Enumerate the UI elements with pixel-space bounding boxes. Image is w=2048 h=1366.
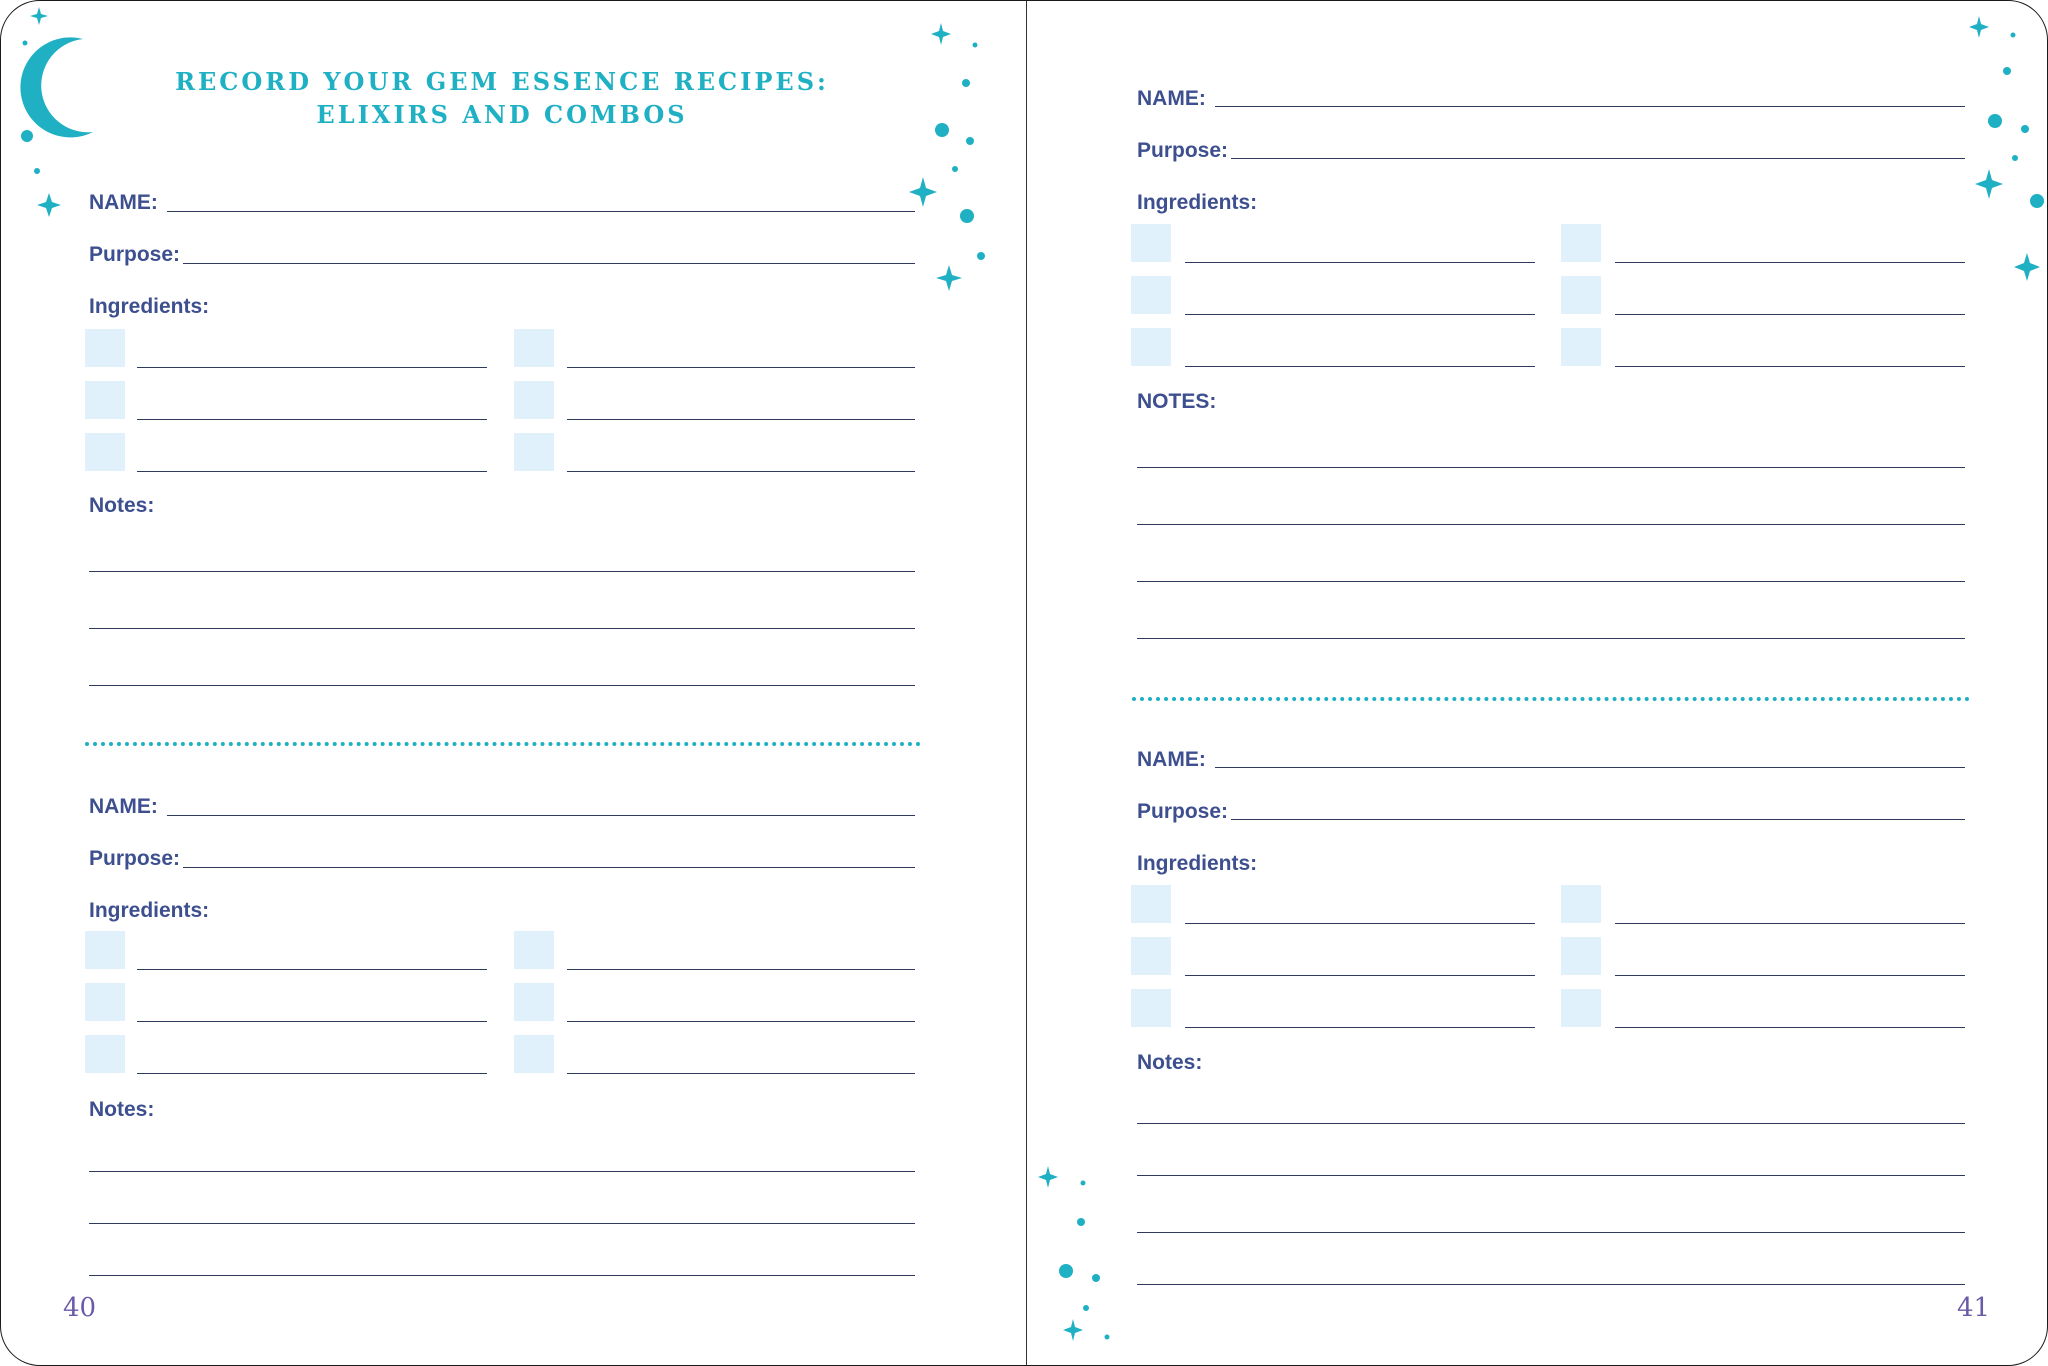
ingredient-write-line[interactable] (137, 1021, 487, 1022)
dot-icon (2003, 67, 2011, 75)
ingredient-checkbox[interactable] (85, 1035, 125, 1073)
ingredient-write-line[interactable] (567, 1073, 915, 1074)
name-label: NAME: (89, 191, 158, 214)
ingredient-write-line[interactable] (567, 419, 915, 420)
purpose-label: Purpose: (89, 243, 181, 266)
ingredients-label: Ingredients: (1137, 191, 1258, 214)
ingredient-write-line[interactable] (137, 367, 487, 368)
ingredient-checkbox[interactable] (85, 381, 125, 419)
sparkle-icon (37, 193, 61, 217)
dot-icon (952, 166, 958, 172)
notes-write-line[interactable] (1137, 467, 1965, 468)
ingredients-label: Ingredients: (89, 899, 210, 922)
dot-icon (2012, 155, 2018, 161)
sparkle-icon (931, 23, 951, 45)
ingredient-write-line[interactable] (137, 969, 487, 970)
ingredient-checkbox[interactable] (1131, 989, 1171, 1027)
ingredient-write-line[interactable] (567, 471, 915, 472)
notes-write-line[interactable] (1137, 1123, 1965, 1124)
sparkle-icon (1063, 1319, 1083, 1341)
ingredient-write-line[interactable] (1615, 314, 1965, 315)
ingredient-write-line[interactable] (1615, 1027, 1965, 1028)
purpose-write-line[interactable] (1231, 819, 1965, 820)
dot-icon (973, 43, 978, 48)
sparkle-icon (1975, 169, 2003, 199)
dot-icon (1059, 1264, 1073, 1278)
dot-icon (962, 79, 970, 87)
page-number-right: 41 (1957, 1293, 1991, 1323)
dot-icon (1105, 1335, 1110, 1340)
dot-icon (977, 252, 985, 260)
ingredient-checkbox[interactable] (1131, 276, 1171, 314)
ingredient-write-line[interactable] (567, 367, 915, 368)
ingredient-write-line[interactable] (1185, 366, 1535, 367)
ingredient-checkbox[interactable] (514, 433, 554, 471)
ingredient-write-line[interactable] (1615, 366, 1965, 367)
ingredients-label: Ingredients: (89, 295, 210, 318)
ingredient-checkbox[interactable] (514, 329, 554, 367)
purpose-write-line[interactable] (183, 867, 915, 868)
page-number-left: 40 (63, 1293, 97, 1323)
purpose-label: Purpose: (1137, 139, 1229, 162)
purpose-write-line[interactable] (183, 263, 915, 264)
dot-icon (23, 41, 28, 46)
ingredient-write-line[interactable] (1185, 923, 1535, 924)
notes-label: Notes: (1137, 1051, 1203, 1074)
ingredient-write-line[interactable] (137, 419, 487, 420)
ingredient-write-line[interactable] (1185, 314, 1535, 315)
ingredient-checkbox[interactable] (514, 931, 554, 969)
dot-icon (34, 168, 40, 174)
ingredient-checkbox[interactable] (1561, 276, 1601, 314)
ingredient-checkbox[interactable] (1561, 328, 1601, 366)
right-page (1027, 1, 2047, 1365)
sparkle-icon (1038, 1166, 1058, 1188)
ingredients-label: Ingredients: (1137, 852, 1258, 875)
ingredient-write-line[interactable] (137, 471, 487, 472)
dot-icon (2011, 33, 2016, 38)
notes-write-line[interactable] (89, 1275, 915, 1276)
sparkle-icon (909, 177, 937, 207)
ingredient-checkbox[interactable] (1131, 885, 1171, 923)
ingredient-write-line[interactable] (1185, 262, 1535, 263)
ingredient-write-line[interactable] (1185, 1027, 1535, 1028)
dotted-separator (85, 742, 921, 746)
moon-and-stars-decoration (1, 1, 1027, 321)
notes-write-line[interactable] (1137, 1232, 1965, 1233)
notes-label: Notes: (89, 494, 155, 517)
crescent-moon-icon (20, 37, 93, 137)
name-label: NAME: (1137, 748, 1206, 771)
ingredient-checkbox[interactable] (85, 931, 125, 969)
name-write-line[interactable] (167, 211, 915, 212)
notes-write-line[interactable] (1137, 581, 1965, 582)
notes-write-line[interactable] (1137, 524, 1965, 525)
ingredient-checkbox[interactable] (85, 983, 125, 1021)
left-page (1, 1, 1027, 1365)
notes-write-line[interactable] (89, 1171, 915, 1172)
notes-label: NOTES: (1137, 390, 1217, 413)
ingredient-checkbox[interactable] (1561, 885, 1601, 923)
dot-icon (1083, 1305, 1089, 1311)
dot-icon (21, 130, 33, 142)
ingredient-write-line[interactable] (567, 969, 915, 970)
purpose-write-line[interactable] (1231, 158, 1965, 159)
ingredient-checkbox[interactable] (1131, 937, 1171, 975)
ingredient-write-line[interactable] (1615, 262, 1965, 263)
notes-write-line[interactable] (89, 1223, 915, 1224)
name-write-line[interactable] (167, 815, 915, 816)
notes-write-line[interactable] (89, 628, 915, 629)
notes-write-line[interactable] (89, 571, 915, 572)
page-title-line-1: RECORD YOUR GEM ESSENCE RECIPES: (175, 67, 829, 96)
ingredient-write-line[interactable] (1615, 923, 1965, 924)
name-label: NAME: (1137, 87, 1206, 110)
ingredient-checkbox[interactable] (1561, 224, 1601, 262)
purpose-label: Purpose: (89, 847, 181, 870)
dot-icon (1092, 1274, 1100, 1282)
notes-write-line[interactable] (1137, 638, 1965, 639)
ingredient-checkbox[interactable] (1131, 328, 1171, 366)
sparkle-icon (936, 265, 962, 291)
ingredient-write-line[interactable] (137, 1073, 487, 1074)
dot-icon (1077, 1218, 1085, 1226)
purpose-label: Purpose: (1137, 800, 1229, 823)
dot-icon (2021, 125, 2029, 133)
dot-icon (1081, 1181, 1086, 1186)
dot-icon (935, 123, 949, 137)
ingredient-write-line[interactable] (1185, 975, 1535, 976)
dot-icon (966, 137, 974, 145)
ingredient-checkbox[interactable] (85, 433, 125, 471)
sparkle-icon (1969, 16, 1989, 38)
ingredient-write-line[interactable] (567, 1021, 915, 1022)
notes-write-line[interactable] (1137, 1175, 1965, 1176)
dot-icon (960, 209, 974, 223)
ingredient-write-line[interactable] (1615, 975, 1965, 976)
name-write-line[interactable] (1215, 106, 1965, 107)
notes-write-line[interactable] (1137, 1284, 1965, 1285)
ingredient-checkbox[interactable] (514, 983, 554, 1021)
ingredient-checkbox[interactable] (1561, 937, 1601, 975)
dot-icon (1988, 114, 2002, 128)
ingredient-checkbox[interactable] (514, 381, 554, 419)
notes-label: Notes: (89, 1098, 155, 1121)
dotted-separator (1132, 697, 1970, 701)
sparkle-icon (2014, 253, 2040, 281)
sparkle-icon (30, 7, 48, 25)
ingredient-checkbox[interactable] (1131, 224, 1171, 262)
dot-icon (2030, 194, 2044, 208)
name-label: NAME: (89, 795, 158, 818)
ingredient-checkbox[interactable] (514, 1035, 554, 1073)
ingredient-checkbox[interactable] (1561, 989, 1601, 1027)
ingredient-checkbox[interactable] (85, 329, 125, 367)
page-title-line-2: ELIXIRS AND COMBOS (316, 100, 688, 129)
name-write-line[interactable] (1215, 767, 1965, 768)
notes-write-line[interactable] (89, 685, 915, 686)
